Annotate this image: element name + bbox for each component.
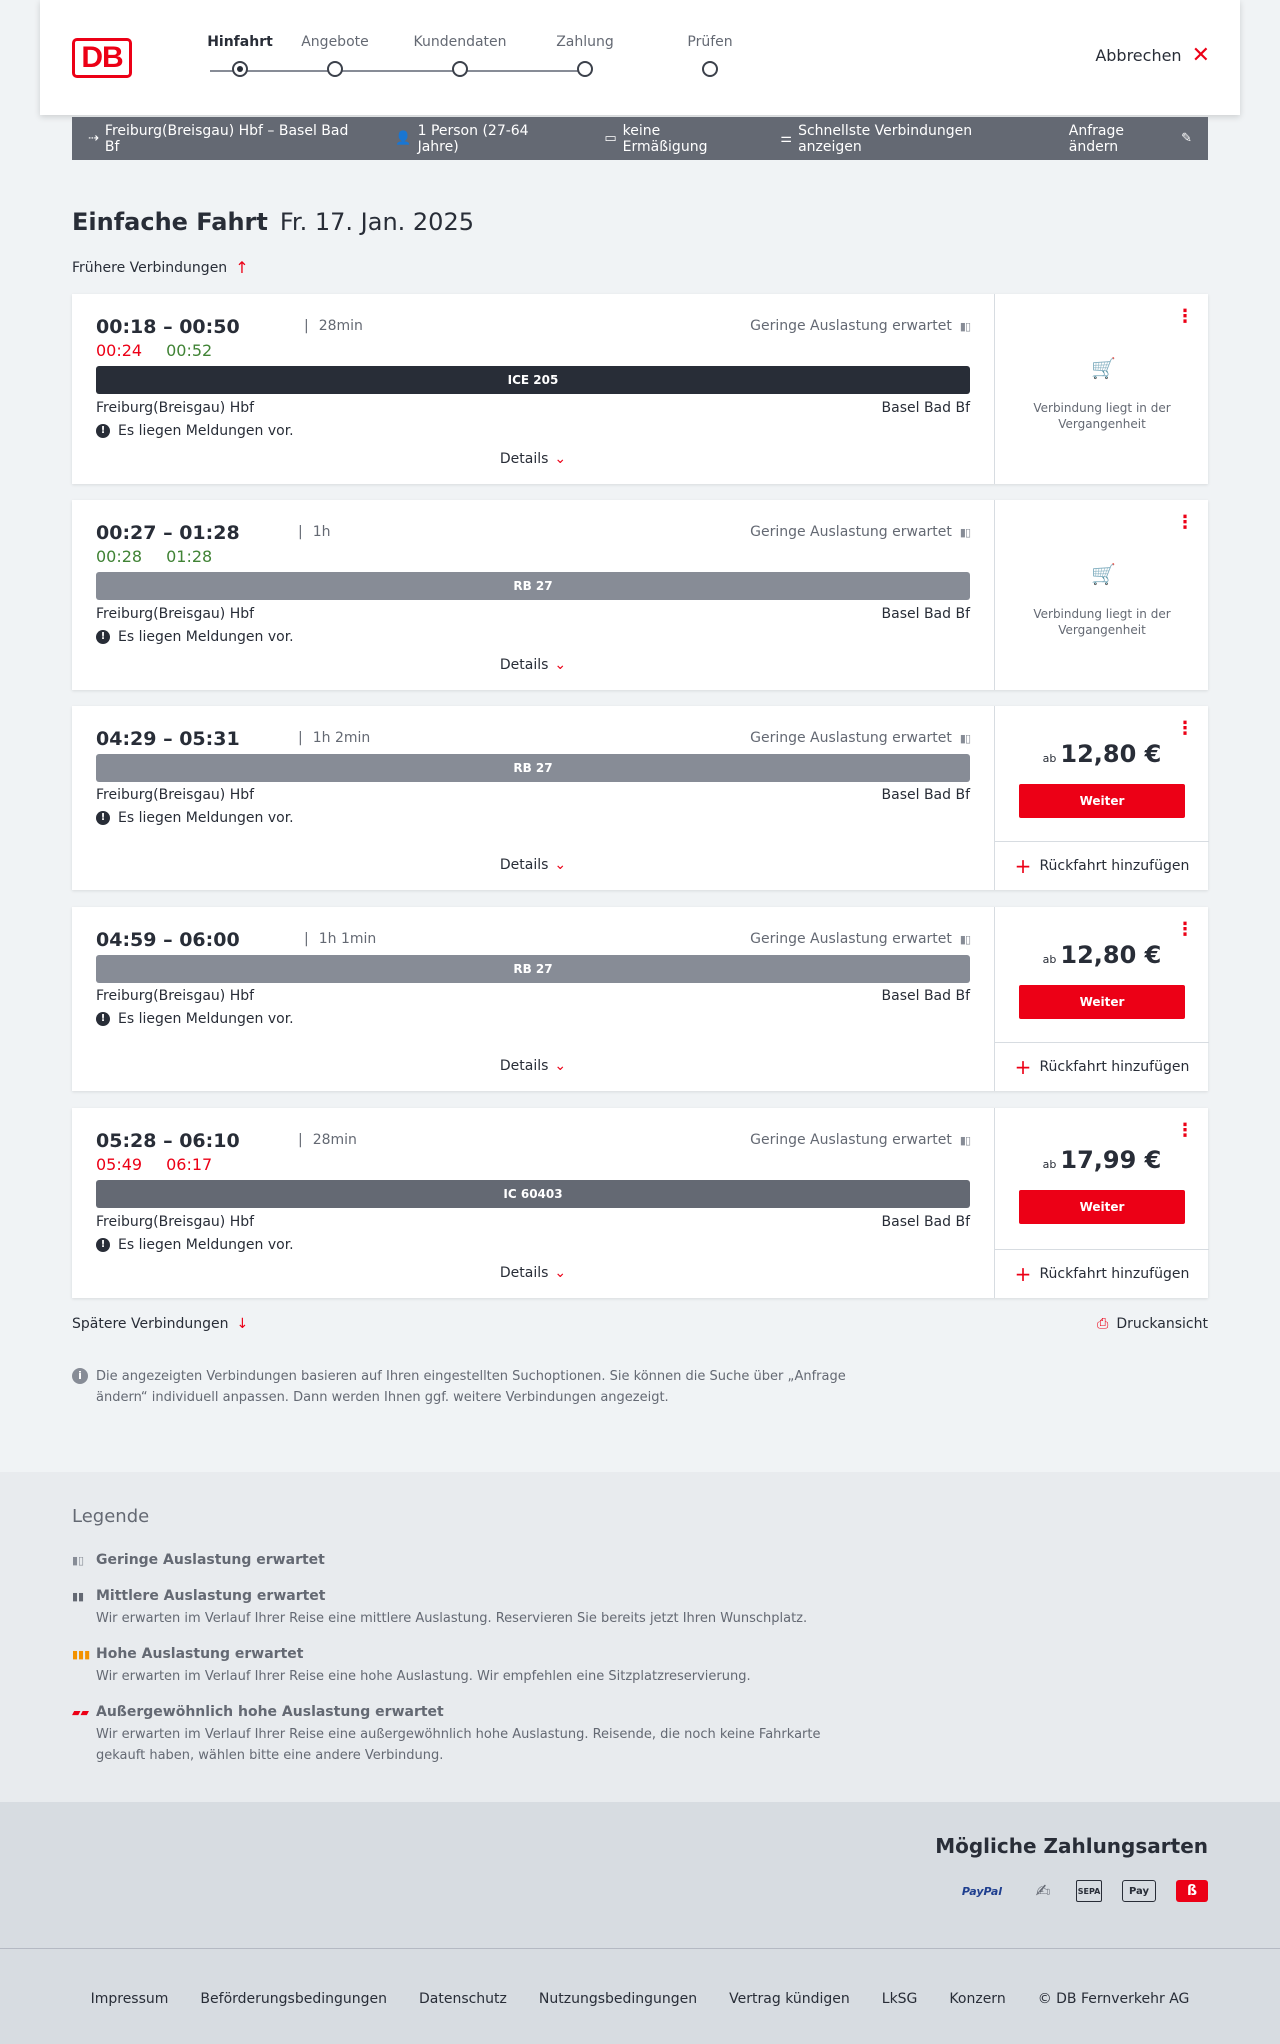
load-low-icon: ▮▯ xyxy=(959,1133,970,1147)
arrival-station: Basel Bad Bf xyxy=(881,988,970,1004)
step-dot xyxy=(232,61,248,77)
step-dot xyxy=(577,61,593,77)
chevron-down-icon: ⌄ xyxy=(554,1265,567,1281)
footer-link-impressum[interactable]: Impressum xyxy=(90,1991,169,2007)
message-label: Es liegen Meldungen vor. xyxy=(118,1011,294,1027)
printer-icon: ⎙ xyxy=(1097,1316,1109,1332)
more-options-icon[interactable]: ⋮ xyxy=(1176,306,1194,327)
offer-panel xyxy=(994,294,1208,484)
connection-duration: | 28min xyxy=(304,318,363,334)
legend-item-text: Wir erwarten im Verlauf Ihrer Reise eine außergewöhnlich hohe Auslastung. Reisende, die noch keine Fahrkarte gekauft haben, wählen bitte eine andere Verbindung. xyxy=(96,1727,821,1763)
add-return-button[interactable] xyxy=(995,1042,1209,1091)
stepper-line xyxy=(210,70,590,72)
message-label: Es liegen Meldungen vor. xyxy=(118,1237,294,1253)
connection-times: 00:18 – 00:50 xyxy=(96,316,240,338)
apple-pay-icon xyxy=(1122,1880,1156,1902)
price xyxy=(995,740,1209,768)
load-indicator xyxy=(750,318,970,334)
details-label: Details xyxy=(499,451,549,467)
departure-station: Freiburg(Breisgau) Hbf xyxy=(96,988,255,1004)
load-low-icon: ▮▯ xyxy=(959,525,970,539)
load-low-icon: ▮▯ xyxy=(72,1553,85,1567)
footer-link-kuendigen[interactable]: Vertrag kündigen xyxy=(729,1991,850,2007)
header xyxy=(40,0,1240,115)
db-logo[interactable]: DB xyxy=(72,38,132,78)
progress-stepper xyxy=(180,34,733,84)
exclamation-icon: ! xyxy=(96,1012,110,1026)
connection-info xyxy=(72,907,994,1091)
load-label: Geringe Auslastung erwartet xyxy=(750,1132,952,1148)
arrival-station: Basel Bad Bf xyxy=(881,400,970,416)
details-toggle[interactable] xyxy=(72,857,994,873)
page-title xyxy=(72,208,474,236)
apple-pay-label: Pay xyxy=(1128,1885,1150,1897)
info-text: Die angezeigten Verbindungen basieren auf Ihren eingestellten Suchoptionen. Sie können die Suche über „Anfrage ändern“ individuell anpassen. Dann werden Ihnen ggf. weitere Verbindungen angezeigt. xyxy=(96,1369,846,1405)
card-icon: ▭ xyxy=(604,131,617,146)
change-query-button[interactable] xyxy=(1069,123,1192,155)
legend-item xyxy=(72,1704,872,1766)
legend-item-title: Hohe Auslastung erwartet xyxy=(96,1646,304,1662)
travellers-label: 1 Person (27-64 Jahre) xyxy=(417,122,529,155)
chevron-down-icon: ⌄ xyxy=(554,657,567,673)
past-notice: Verbindung liegt in der Vergangenheit xyxy=(1033,401,1171,431)
load-low-icon: ▮▯ xyxy=(959,319,970,333)
connection-card xyxy=(72,1108,1208,1298)
legend-item-title: Geringe Auslastung erwartet xyxy=(96,1552,325,1568)
load-low-icon: ▮▯ xyxy=(959,731,970,745)
add-return-button[interactable] xyxy=(995,1249,1209,1298)
price-prefix: ab xyxy=(1042,752,1057,765)
connection-info xyxy=(72,500,994,690)
chevron-down-icon: ⌄ xyxy=(554,857,567,873)
payment-title: Mögliche Zahlungsarten xyxy=(935,1834,1208,1858)
offer-panel xyxy=(994,706,1208,890)
realtime-arrival: 06:17 xyxy=(166,1155,213,1174)
realtime-times xyxy=(96,547,236,566)
footer-link-lksg[interactable]: LkSG xyxy=(881,1991,918,2007)
footer-link-nutzung[interactable]: Nutzungsbedingungen xyxy=(538,1991,698,2007)
train-bar[interactable]: RB 27 xyxy=(96,955,970,983)
step-label: Hinfahrt xyxy=(207,34,273,50)
query-bar xyxy=(72,117,1208,160)
exclamation-icon: ! xyxy=(96,1238,110,1252)
realtime-arrival: 01:28 xyxy=(166,547,213,566)
connection-times: 04:59 – 06:00 xyxy=(96,929,240,951)
db-bonus-icon: ß xyxy=(1176,1880,1208,1902)
step-dot xyxy=(702,61,718,77)
legend-item-title: Außergewöhnlich hohe Auslastung erwartet xyxy=(96,1704,444,1720)
train-bar[interactable]: RB 27 xyxy=(96,754,970,782)
continue-button[interactable]: Weiter xyxy=(1019,784,1185,818)
load-low-icon: ▮▯ xyxy=(959,932,970,946)
continue-button[interactable]: Weiter xyxy=(1019,985,1185,1019)
close-icon: ✕ xyxy=(1191,42,1210,68)
step-angebote xyxy=(275,34,395,50)
sepa-icon: SEPA xyxy=(1076,1880,1102,1902)
footer-copyright: © DB Fernverkehr AG xyxy=(1037,1991,1190,2007)
cancel-button[interactable] xyxy=(1095,42,1210,68)
legend-section xyxy=(0,1472,1280,1802)
connection-info xyxy=(72,294,994,484)
cart-unavailable-icon: 🛒 xyxy=(1091,356,1116,380)
offer-panel xyxy=(994,500,1208,690)
add-return-button[interactable] xyxy=(995,841,1209,890)
legend-item xyxy=(72,1588,872,1629)
add-return-label: Rückfahrt hinzufügen xyxy=(1039,1059,1190,1075)
realtime-times xyxy=(96,341,236,360)
step-label: Zahlung xyxy=(556,34,614,50)
query-travellers[interactable] xyxy=(395,123,570,155)
add-return-label: Rückfahrt hinzufügen xyxy=(1039,858,1190,874)
earlier-connections-link[interactable] xyxy=(72,258,249,277)
connection-card xyxy=(72,907,1208,1091)
connection-duration: | 1h xyxy=(298,524,331,540)
more-options-icon[interactable]: ⋮ xyxy=(1176,919,1194,940)
train-bar[interactable]: IC 60403 xyxy=(96,1180,970,1208)
train-bar[interactable]: RB 27 xyxy=(96,572,970,600)
departure-station: Freiburg(Breisgau) Hbf xyxy=(96,400,255,416)
chevron-down-icon: ⌄ xyxy=(554,1058,567,1074)
departure-station: Freiburg(Breisgau) Hbf xyxy=(96,606,255,622)
plus-icon: + xyxy=(1014,1262,1032,1286)
load-indicator xyxy=(750,730,970,746)
sliders-icon: ⚌ xyxy=(780,131,793,146)
price xyxy=(995,941,1209,969)
footer xyxy=(0,1948,1280,2044)
connection-card xyxy=(72,706,1208,890)
exclamation-icon: ! xyxy=(96,424,110,438)
connection-info xyxy=(72,1108,994,1298)
paypal-icon: PayPal xyxy=(961,1884,1003,1898)
step-label: Prüfen xyxy=(687,34,733,50)
arrow-right-icon: ⇢ xyxy=(88,131,99,146)
details-toggle[interactable] xyxy=(72,1058,994,1074)
later-label: Spätere Verbindungen xyxy=(72,1316,229,1332)
load-label: Geringe Auslastung erwartet xyxy=(750,318,952,334)
load-high-icon: ▮▮▮ xyxy=(72,1647,91,1661)
realtime-departure: 00:28 xyxy=(96,547,143,566)
connection-times: 05:28 – 06:10 xyxy=(96,1130,240,1152)
more-options-icon[interactable]: ⋮ xyxy=(1176,1120,1194,1141)
load-exceptional-icon: ▰▰ xyxy=(72,1705,89,1719)
step-kundendaten xyxy=(400,34,520,50)
details-label: Details xyxy=(499,1265,549,1281)
direct-debit-icon: ✍ xyxy=(1035,1880,1051,1902)
realtime-departure: 00:24 xyxy=(96,341,143,360)
departure-station: Freiburg(Breisgau) Hbf xyxy=(96,1214,255,1230)
realtime-arrival: 00:52 xyxy=(166,341,213,360)
discount-label: keine Ermäßigung xyxy=(622,122,708,155)
step-label: Angebote xyxy=(301,34,369,50)
departure-station: Freiburg(Breisgau) Hbf xyxy=(96,787,255,803)
footer-link-befoerderung[interactable]: Beförderungsbedingungen xyxy=(200,1991,387,2007)
person-icon: 👤 xyxy=(395,131,412,146)
message-notice xyxy=(96,423,294,439)
message-label: Es liegen Meldungen vor. xyxy=(118,423,294,439)
step-dot xyxy=(452,61,468,77)
cart-unavailable-icon: 🛒 xyxy=(1091,562,1116,586)
exclamation-icon: ! xyxy=(96,630,110,644)
connection-times: 04:29 – 05:31 xyxy=(96,728,240,750)
earlier-label: Frühere Verbindungen xyxy=(72,259,228,276)
more-options-icon[interactable]: ⋮ xyxy=(1176,718,1194,739)
offer-panel xyxy=(994,1108,1208,1298)
train-bar[interactable]: ICE 205 xyxy=(96,366,970,394)
info-note xyxy=(72,1366,852,1408)
message-notice xyxy=(96,1011,294,1027)
details-label: Details xyxy=(499,657,549,673)
load-label: Geringe Auslastung erwartet xyxy=(750,931,952,947)
footer-links xyxy=(0,1991,1280,2007)
connection-card xyxy=(72,500,1208,690)
offer-panel xyxy=(994,907,1208,1091)
payment-methods xyxy=(954,1880,1208,1902)
step-label: Kundendaten xyxy=(413,34,507,50)
print-label: Druckansicht xyxy=(1116,1316,1208,1332)
details-toggle[interactable] xyxy=(72,1265,994,1281)
pencil-icon: ✎ xyxy=(1181,131,1192,146)
change-query-label: Anfrage ändern xyxy=(1068,122,1124,155)
query-discount[interactable] xyxy=(604,123,746,155)
info-icon: i xyxy=(72,1368,88,1384)
arrow-up-icon: ↑ xyxy=(235,258,249,277)
query-route[interactable] xyxy=(88,123,361,155)
legend-item-title: Mittlere Auslastung erwartet xyxy=(96,1588,326,1604)
arrival-station: Basel Bad Bf xyxy=(881,787,970,803)
plus-icon: + xyxy=(1014,1055,1032,1079)
plus-icon: + xyxy=(1014,854,1032,878)
add-return-label: Rückfahrt hinzufügen xyxy=(1039,1266,1190,1282)
arrival-station: Basel Bad Bf xyxy=(881,606,970,622)
exclamation-icon: ! xyxy=(96,811,110,825)
load-indicator xyxy=(750,1132,970,1148)
details-label: Details xyxy=(499,857,549,873)
message-label: Es liegen Meldungen vor. xyxy=(118,629,294,645)
step-pruefen xyxy=(650,34,770,50)
load-label: Geringe Auslastung erwartet xyxy=(750,730,952,746)
cancel-label: Abbrechen xyxy=(1095,46,1182,65)
connection-times: 00:27 – 01:28 xyxy=(96,522,240,544)
price-value: 12,80 € xyxy=(1060,740,1162,768)
footer-link-datenschutz[interactable]: Datenschutz xyxy=(418,1991,507,2007)
print-view-link[interactable] xyxy=(1097,1316,1208,1332)
message-notice xyxy=(96,810,294,826)
arrival-station: Basel Bad Bf xyxy=(881,1214,970,1230)
legend-title: Legende xyxy=(72,1506,150,1527)
connection-info xyxy=(72,706,994,890)
price xyxy=(995,1146,1209,1174)
message-notice xyxy=(96,1237,294,1253)
continue-button[interactable]: Weiter xyxy=(1019,1190,1185,1224)
legend-item-text: Wir erwarten im Verlauf Ihrer Reise eine hohe Auslastung. Wir empfehlen eine Sitzplatzreservierung. xyxy=(96,1669,751,1684)
price-prefix: ab xyxy=(1042,1158,1057,1171)
later-connections-link[interactable] xyxy=(72,1316,248,1332)
legend-item xyxy=(72,1646,872,1687)
trip-type: Einfache Fahrt xyxy=(72,208,268,236)
message-notice xyxy=(96,629,294,645)
trip-date: Fr. 17. Jan. 2025 xyxy=(279,208,474,236)
query-filter[interactable] xyxy=(780,123,1034,155)
price-prefix: ab xyxy=(1042,953,1057,966)
price-value: 12,80 € xyxy=(1060,941,1162,969)
details-toggle[interactable] xyxy=(72,657,994,673)
legend-item xyxy=(72,1552,872,1568)
connection-duration: | 1h 2min xyxy=(298,730,371,746)
details-toggle[interactable] xyxy=(72,451,994,467)
price-value: 17,99 € xyxy=(1060,1146,1162,1174)
route-label: Freiburg(Breisgau) Hbf – Basel Bad Bf xyxy=(104,122,349,155)
realtime-times xyxy=(96,1155,236,1174)
footer-link-konzern[interactable]: Konzern xyxy=(949,1991,1006,2007)
step-zahlung xyxy=(525,34,645,50)
connection-card xyxy=(72,294,1208,484)
chevron-down-icon: ⌄ xyxy=(554,451,567,467)
filter-label: Schnellste Verbindungen anzeigen xyxy=(798,122,973,155)
legend-item-text: Wir erwarten im Verlauf Ihrer Reise eine mittlere Auslastung. Reservieren Sie bereits jetzt Ihren Wunschplatz. xyxy=(96,1611,808,1626)
payment-section xyxy=(0,1802,1280,1948)
message-label: Es liegen Meldungen vor. xyxy=(118,810,294,826)
more-options-icon[interactable]: ⋮ xyxy=(1176,512,1194,533)
past-notice: Verbindung liegt in der Vergangenheit xyxy=(1033,607,1171,637)
load-label: Geringe Auslastung erwartet xyxy=(750,524,952,540)
connection-duration: | 1h 1min xyxy=(304,931,377,947)
load-indicator xyxy=(750,931,970,947)
details-label: Details xyxy=(499,1058,549,1074)
connection-duration: | 28min xyxy=(298,1132,357,1148)
arrow-down-icon: ↓ xyxy=(236,1316,249,1332)
load-indicator xyxy=(750,524,970,540)
load-medium-icon: ▮▮ xyxy=(72,1589,85,1603)
step-dot xyxy=(327,61,343,77)
realtime-departure: 05:49 xyxy=(96,1155,143,1174)
